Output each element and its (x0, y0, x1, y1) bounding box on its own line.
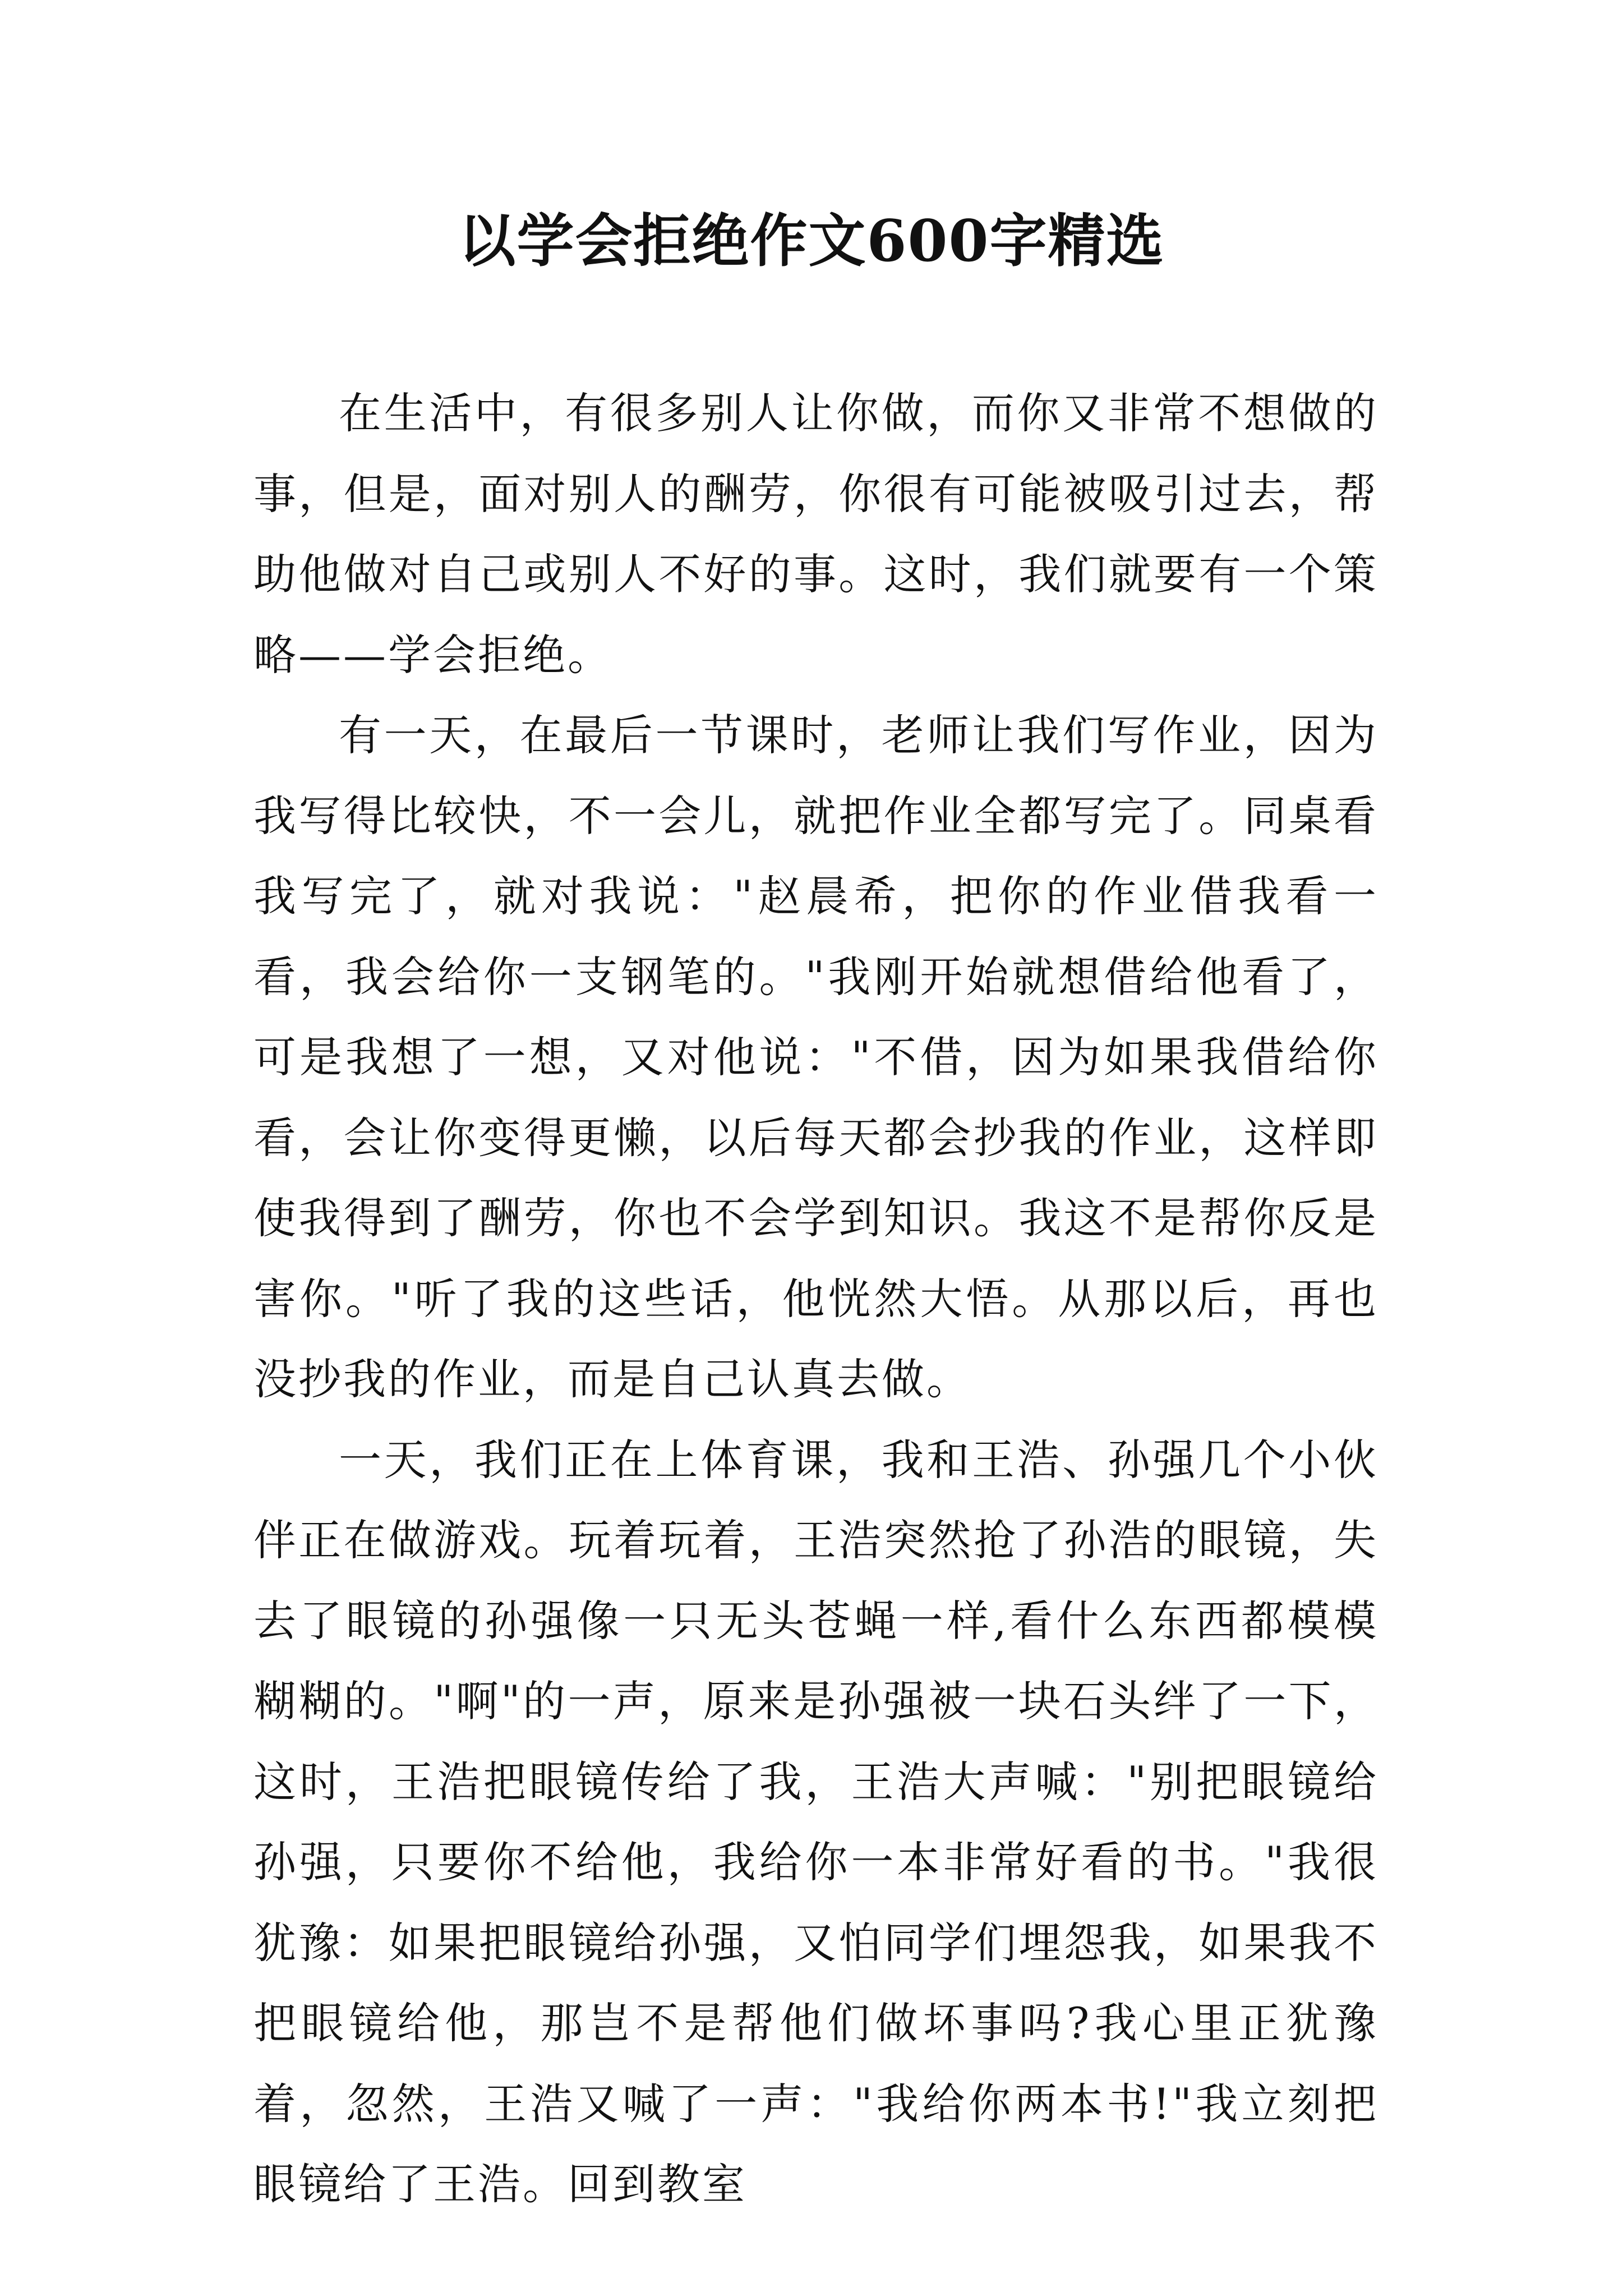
paragraph-2: 有一天，在最后一节课时，老师让我们写作业，因为我写得比较快，不一会儿，就把作业全都写完了。同桌看我写完了，就对我说："赵晨希，把你的作业借我看一看，我会给你一支钢笔的。"我刚开始就想借给他看了，可是我想了一想，又对他说："不借，因为如果我借给你看，会让你变得更懒，以后每天都会抄我的作业，这样即使我得到了酬劳，你也不会学到知识。我这不是帮你反是害你。"听了我的这些话，他恍然大悟。从那以后，再也没抄我的作业，而是自己认真去做。 (253, 710, 1378, 1404)
paragraph-1: 在生活中，有很多别人让你做，而你又非常不想做的事，但是，面对别人的酬劳，你很有可能被吸引过去，帮助他做对自己或别人不好的事。这时，我们就要有一个策略——学会拒绝。 (253, 388, 1378, 680)
document-body (253, 373, 1378, 2225)
paragraph-3: 一天，我们正在上体育课，我和王浩、孙强几个小伙伴正在做游戏。玩着玩着，王浩突然抢了孙浩的眼镜，失去了眼镜的孙强像一只无头苍蝇一样,看什么东西都模模糊糊的。"啊"的一声，原来是孙强被一块石头绊了一下，这时，王浩把眼镜传给了我，王浩大声喊："别把眼镜给孙强，只要你不给他，我给你一本非常好看的书。"我很犹豫：如果把眼镜给孙强，又怕同学们埋怨我，如果我不把眼镜给他，那岂不是帮他们做坏事吗?我心里正犹豫着，忽然，王浩又喊了一声："我给你两本书!"我立刻把眼镜给了王浩。回到教室 (253, 1434, 1378, 2209)
document-title: 以学会拒绝作文600字精选 (458, 208, 1165, 275)
